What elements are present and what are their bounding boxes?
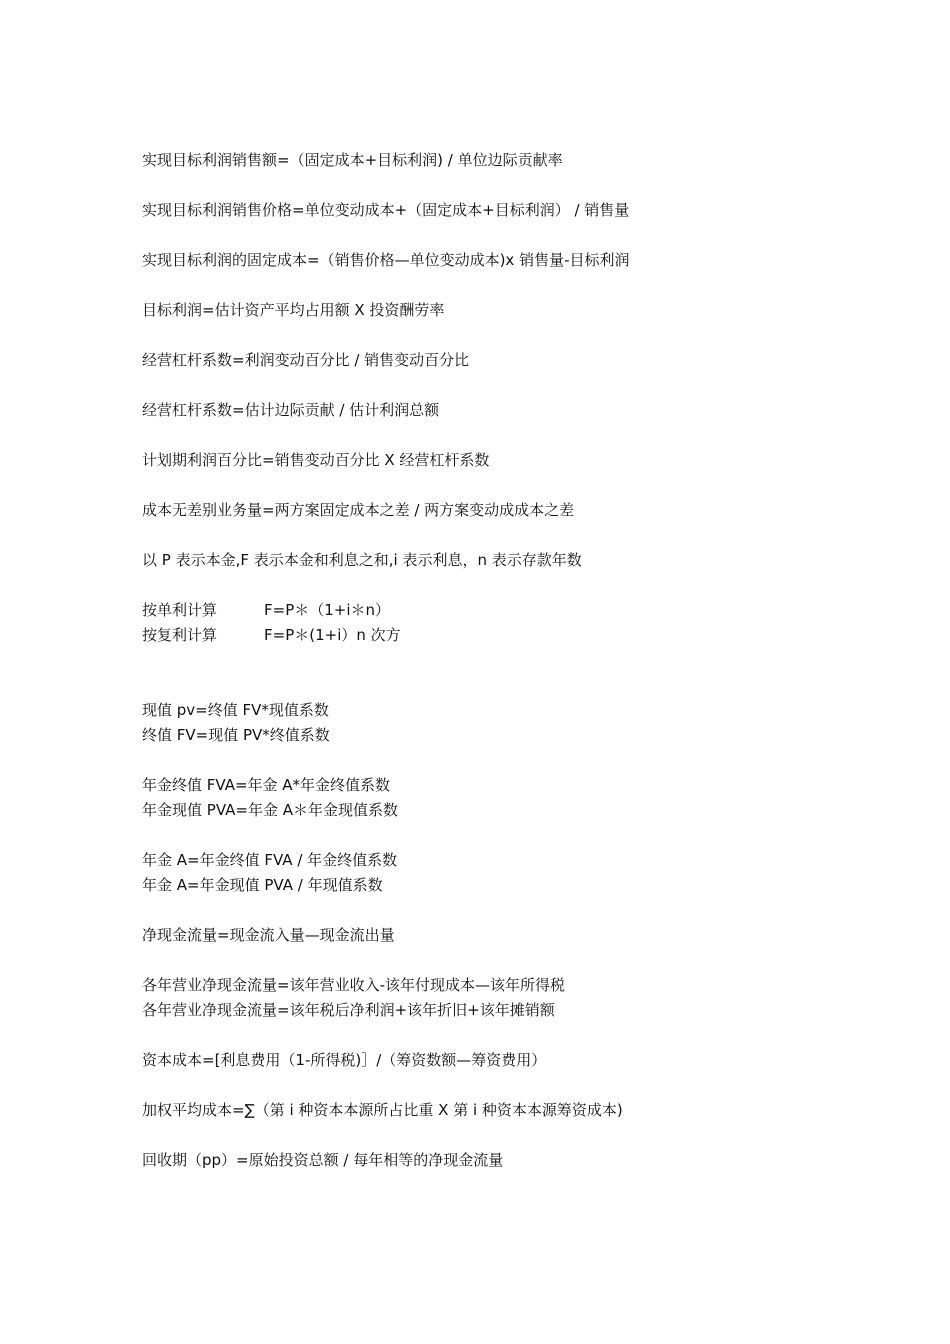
formula-annuity-pv: 年金现值 PVA=年金 A＊年金现值系数: [142, 801, 398, 819]
formula-target-profit-fixed-cost: 实现目标利润的固定成本=（销售价格—单位变动成本)x 销售量-目标利润: [142, 251, 630, 269]
formula-present-value: 现值 pv=终值 FV*现值系数: [142, 701, 329, 719]
formula-annuity-from-pva: 年金 A=年金现值 PVA / 年现值系数: [142, 876, 383, 894]
formula-annuity-fv: 年金终值 FVA=年金 A*年金终值系数: [142, 776, 391, 794]
formula-annuity-from-fva: 年金 A=年金终值 FVA / 年金终值系数: [142, 851, 398, 869]
formula-target-profit-sales: 实现目标利润销售额=（固定成本+目标利润) / 单位边际贡献率: [142, 151, 563, 169]
simple-interest-row: [142, 598, 902, 623]
formula-operating-ncf-2: 各年营业净现金流量=该年税后净利润+该年折旧+该年摊销额: [142, 1001, 555, 1019]
formula-operating-ncf-1: 各年营业净现金流量=该年营业收入-该年付现成本—该年所得税: [142, 976, 565, 994]
formula-cost-of-capital: 资本成本=[利息费用（1-所得税)］/（筹资数额—筹资费用）: [142, 1051, 547, 1069]
formula-wacc: 加权平均成本=∑（第 i 种资本本源所占比重 X 第 i 种资本本源筹资成本): [142, 1101, 623, 1119]
compound-interest-formula: F=P＊(1+i）n 次方: [264, 626, 401, 644]
formula-target-profit-price: 实现目标利润销售价格=单位变动成本+（固定成本+目标利润） / 销售量: [142, 201, 630, 219]
interest-definition: 以 P 表示本金,F 表示本金和利息之和,i 表示利息，n 表示存款年数: [142, 551, 582, 569]
formula-payback-period: 回收期（pp）=原始投资总额 / 每年相等的净现金流量: [142, 1151, 504, 1169]
compound-interest-label: 按复利计算: [142, 626, 218, 644]
formula-net-cash-flow: 净现金流量=现金流入量—现金流出量: [142, 926, 395, 944]
formula-planned-profit-percent: 计划期利润百分比=销售变动百分比 X 经营杠杆系数: [142, 451, 490, 469]
formula-indifference-volume: 成本无差别业务量=两方案固定成本之差 / 两方案变动成成本之差: [142, 501, 575, 519]
formula-operating-leverage-1: 经营杠杆系数=利润变动百分比 / 销售变动百分比: [142, 351, 470, 369]
simple-interest-formula: F=P＊（1+i＊n）: [264, 601, 391, 619]
compound-interest-row: [142, 623, 902, 648]
simple-interest-label: 按单利计算: [142, 601, 218, 619]
formula-target-profit: 目标利润=估计资产平均占用额 X 投资酬劳率: [142, 301, 445, 319]
formula-operating-leverage-2: 经营杠杆系数=估计边际贡献 / 估计利润总额: [142, 401, 440, 419]
formula-list: [142, 148, 902, 1173]
formula-future-value: 终值 FV=现值 PV*终值系数: [142, 726, 330, 744]
